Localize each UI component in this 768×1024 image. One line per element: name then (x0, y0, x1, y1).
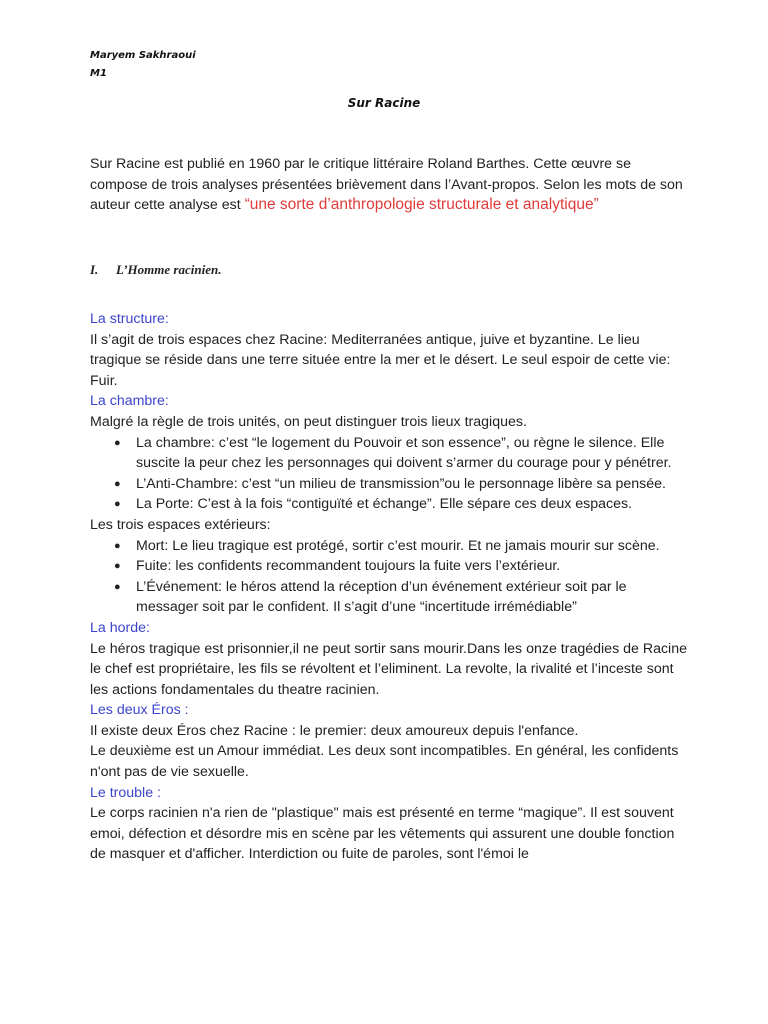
list-item-text: L’Anti-Chambre: c’est “un milieu de transmission”ou le personnage libère sa pensée. (136, 475, 666, 492)
trouble-text: Le corps racinien n'a rien de "plastique" mais est présenté en terme “magique”. Il est souvent emoi, défection et désordre mis en scène par les vêtements qui assurent une double fonction de masquer et d'afficher. Interdiction ou fuite de paroles, sont l'émoi le (90, 805, 675, 863)
exterior-text: Les trois espaces extérieurs: (90, 516, 271, 533)
chambre-text: Malgré la règle de trois unités, on peut distinguer trois lieux tragiques. (90, 413, 527, 430)
intro-text: Sur Racine est publié en 1960 par le critique littéraire Roland Barthes. Cette œuvre se compose de trois analyses présentées brièvement dans l’Avant-propos. Selon les mots de son auteur cette analyse est (90, 156, 683, 214)
list-item-text: L’Événement: le héros attend la réception d’un événement extérieur soit par le messager soit par le confident. Il s’agit d’une “incertitude irrémédiable” (136, 578, 627, 616)
list-item-text: La chambre: c’est “le logement du Pouvoir et son essence”, ou règne le silence. Elle suscite la peur chez les personnages qui doivent s’armer du courage pour y pénétrer. (136, 434, 672, 472)
eros-text-2: Le deuxième est un Amour immédiat. Les deux sont incompatibles. En général, les confidents n'ont pas de vie sexuelle. (90, 743, 679, 781)
bullet-icon: ● (114, 580, 121, 593)
bullet-icon: ● (114, 498, 121, 511)
list-item-text: Fuite: les confidents recommandent toujours la fuite vers l’extérieur. (136, 558, 561, 575)
horde-text: Le héros tragique est prisonnier,il ne peut sortir sans mourir.Dans les onze tragédies de Racine le chef est propriétaire, les fils se révoltent et l’eliminent. La revolte, la rivalité et l’inceste sont les actions fondamentales du theatre racinien. (90, 640, 687, 698)
bullet-icon: ● (114, 477, 121, 490)
trouble-heading: Le trouble : (90, 784, 161, 801)
author-level: M1 (90, 68, 107, 79)
list-item-text: La Porte: C’est à la fois “contiguïté et échange”. Elle sépare ces deux espaces. (136, 496, 633, 513)
chambre-heading: La chambre: (90, 393, 169, 410)
main-content (90, 309, 690, 865)
horde-heading: La horde: (90, 619, 150, 636)
bullet-icon: ● (114, 436, 121, 449)
list-item (114, 474, 690, 495)
structure-text: Il s’agit de trois espaces chez Racine: Mediterranées antique, juive et byzantine. Le lieu tragique se réside dans une terre située entre la mer et le désert. Le seul espoir de cette vie: Fuir. (90, 331, 671, 389)
eros-heading: Les deux Éros : (90, 702, 189, 719)
list-item (114, 433, 690, 474)
section-title: L’Homme racinien. (116, 262, 222, 277)
list-item (114, 494, 690, 515)
list-item (114, 536, 690, 557)
eros-text-1: Il existe deux Éros chez Racine : le premier: deux amoureux depuis l'enfance. (90, 722, 579, 739)
bullet-icon: ● (114, 560, 121, 573)
document-title: Sur Racine (347, 96, 421, 110)
intro-quote: “une sorte d’anthropologie structurale et analytique” (244, 196, 599, 214)
section-number: I. (90, 262, 99, 277)
structure-heading: La structure: (90, 311, 169, 327)
bullet-icon: ● (114, 539, 121, 552)
list-item-text: Mort: Le lieu tragique est protégé, sortir c’est mourir. Et ne jamais mourir sur scène. (136, 537, 660, 554)
list-item (114, 577, 690, 618)
author-name: Maryem Sakhraoui (90, 50, 196, 61)
chambre-list (90, 433, 690, 515)
author-block (90, 47, 196, 83)
list-item (114, 556, 690, 577)
intro-paragraph (90, 154, 690, 216)
section-heading (90, 262, 221, 278)
exterior-list (90, 536, 690, 618)
